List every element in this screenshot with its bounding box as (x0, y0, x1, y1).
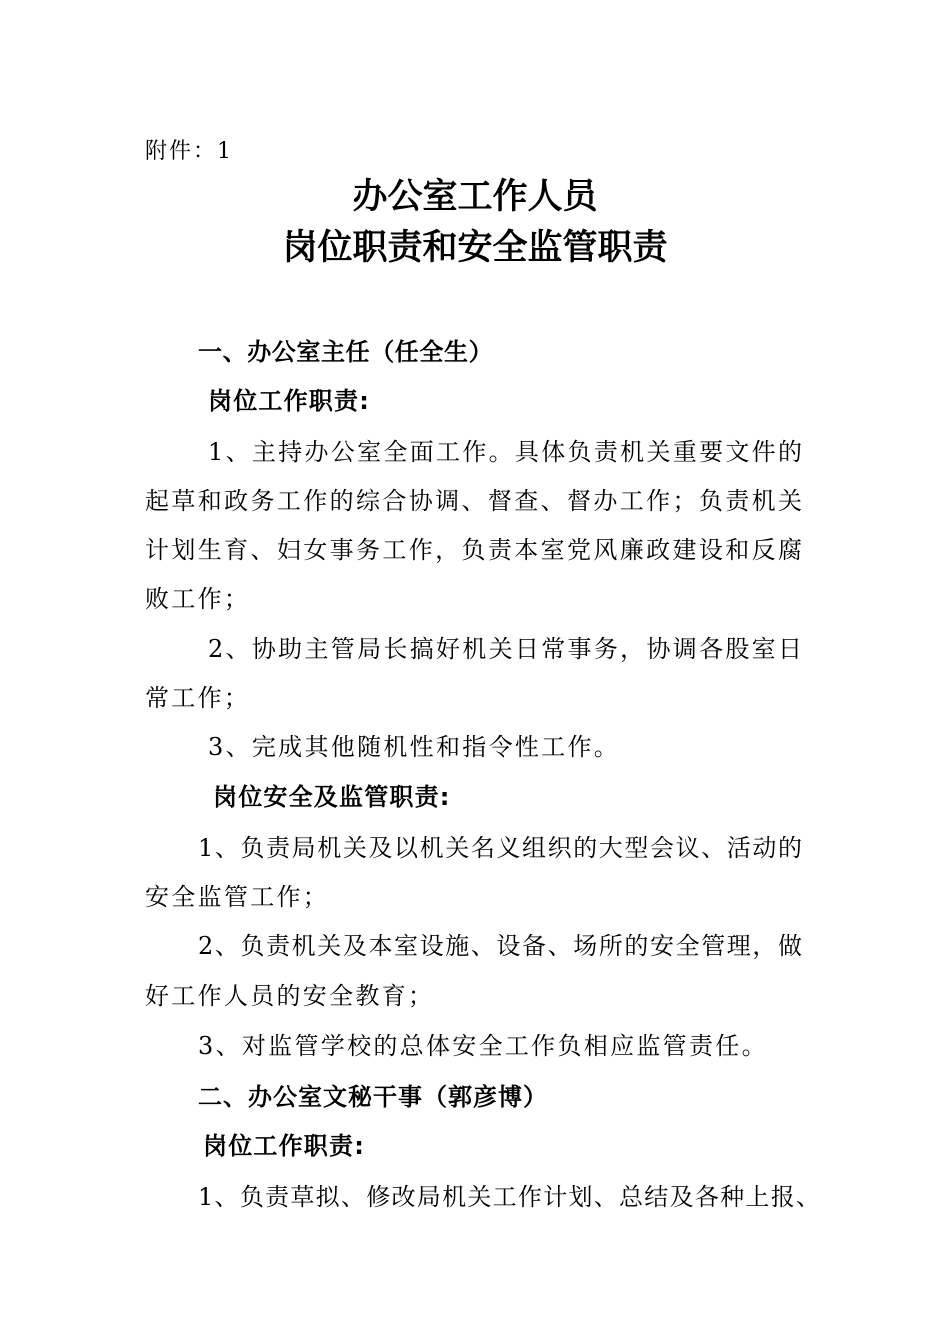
safety-duties-label: 岗位安全及监管职责: (213, 783, 451, 811)
safety-duty-line: 3、对监管学校的总体安全工作负相应监管责任。 (198, 1032, 768, 1060)
duty-line: 常工作； (145, 684, 251, 712)
safety-duty-line: 安全监管工作； (145, 883, 330, 911)
document-title-line-2: 岗位职责和安全监管职责 (282, 227, 668, 268)
work-duties-label: 岗位工作职责: (208, 387, 370, 415)
section-heading-office-director: 一、办公室主任（任全生） (198, 338, 494, 366)
duty-line: 1、负责草拟、修改局机关工作计划、总结及各种上报、 (198, 1183, 820, 1211)
work-duties-label: 岗位工作职责: (203, 1132, 365, 1160)
duty-line: 2、协助主管局长搞好机关日常事务，协调各股室日 (208, 635, 802, 663)
document-title-line-1: 办公室工作人员 (352, 176, 598, 217)
duty-line: 计划生育、妇女事务工作，负责本室党风廉政建设和反腐 (145, 536, 802, 564)
safety-duty-line: 1、负责局机关及以机关名义组织的大型会议、活动的 (198, 834, 802, 862)
attachment-label: 附件：1 (145, 139, 233, 164)
duty-line: 起草和政务工作的综合协调、督查、督办工作；负责机关 (145, 487, 802, 515)
safety-duty-line: 2、负责机关及本室设施、设备、场所的安全管理，做 (198, 932, 802, 960)
section-heading-office-secretary: 二、办公室文秘干事（郭彦博） (198, 1083, 548, 1111)
safety-duty-line: 好工作人员的安全教育； (145, 982, 435, 1010)
duty-line: 败工作； (145, 585, 251, 613)
duty-line: 1、主持办公室全面工作。具体负责机关重要文件的 (208, 438, 802, 466)
duty-line: 3、完成其他随机性和指令性工作。 (208, 733, 621, 761)
